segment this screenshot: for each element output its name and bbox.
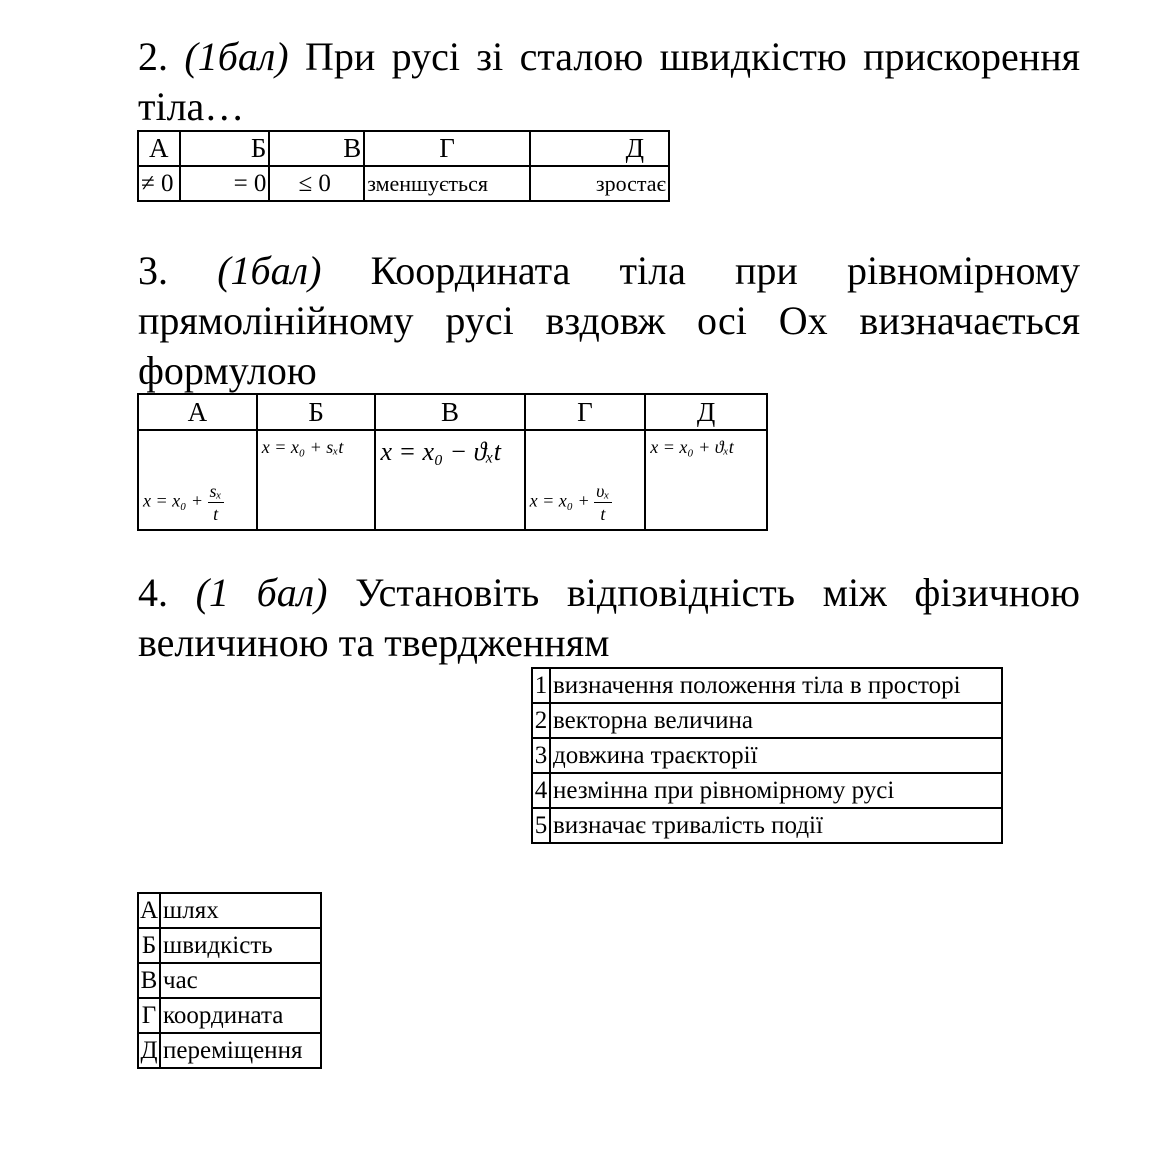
table-row: [138, 893, 321, 928]
formula-header: А: [138, 394, 257, 430]
statement-number: 5: [532, 808, 550, 843]
quantity-text: координата: [160, 998, 321, 1033]
formula-header: Б: [257, 394, 376, 430]
question-3-points: (1бал): [217, 248, 322, 293]
statement-number: 2: [532, 703, 550, 738]
answer-option-a: ≠ 0: [138, 166, 180, 201]
question-4-number: 4.: [138, 570, 168, 615]
answer-header: Б: [180, 131, 270, 166]
formula-a-denominator: t: [213, 504, 219, 524]
question-3-text: Координата тіла при рівномірному прямолінійному русі вздовж осі Ох визначається формулою: [138, 248, 1081, 393]
answer-header: Д: [530, 131, 669, 166]
table-row: [138, 1033, 321, 1068]
question-2-text: При русі зі сталою швидкістю прискорення тіла…: [138, 34, 1081, 129]
formula-option-c: x = x₀ − ϑₓt: [375, 430, 524, 530]
answer-option-c: ≤ 0: [269, 166, 364, 201]
statements-table: [531, 667, 1003, 844]
answer-header: Г: [364, 131, 530, 166]
statement-text: незмінна при рівномірному русі: [550, 773, 1002, 808]
quantity-text: швидкість: [160, 928, 321, 963]
formula-option-e: x = x₀ + ϑₓt: [645, 430, 767, 530]
quantity-text: час: [160, 963, 321, 998]
table-row: [532, 773, 1002, 808]
quantity-text: шлях: [160, 893, 321, 928]
formula-a-fraction: [208, 480, 224, 525]
question-4: [138, 568, 1080, 668]
statement-text: довжина траєкторії: [550, 738, 1002, 773]
quantities-table: [137, 892, 322, 1069]
quantity-text: переміщення: [160, 1033, 321, 1068]
formula-d-lhs: x = x₀ +: [529, 490, 590, 511]
question-3: [138, 246, 1080, 396]
table-row: [138, 998, 321, 1033]
question-2-answer-table: [137, 130, 670, 202]
quantity-letter: В: [138, 963, 160, 998]
statement-text: визначення положення тіла в просторі: [550, 668, 1002, 703]
answer-header: А: [138, 131, 180, 166]
formula-header: В: [375, 394, 524, 430]
question-3-formula-table: [137, 393, 768, 531]
question-4-text: Установіть відповідність між фізичною величиною та твердженням: [138, 570, 1081, 665]
quantity-letter: Б: [138, 928, 160, 963]
question-3-number: 3.: [138, 248, 168, 293]
formula-a-numerator: sₓ: [209, 481, 222, 501]
quantity-letter: А: [138, 893, 160, 928]
question-2-number: 2.: [138, 34, 168, 79]
answer-option-e: зростає: [530, 166, 669, 201]
statement-number: 4: [532, 773, 550, 808]
answer-option-d: зменшується: [364, 166, 530, 201]
table-row: [138, 963, 321, 998]
quantity-letter: Г: [138, 998, 160, 1033]
table-row: [138, 928, 321, 963]
quantity-letter: Д: [138, 1033, 160, 1068]
answer-header: В: [269, 131, 364, 166]
table-row: [532, 668, 1002, 703]
statement-number: 3: [532, 738, 550, 773]
statement-number: 1: [532, 668, 550, 703]
formula-d-denominator: t: [600, 504, 606, 524]
formula-header: Г: [525, 394, 646, 430]
formula-a-lhs: x = x₀ +: [143, 490, 204, 511]
formula-d-fraction: [594, 480, 611, 525]
formula-option-d: [525, 430, 646, 530]
table-row: [532, 738, 1002, 773]
formula-option-a: [138, 430, 257, 530]
answer-option-b: = 0: [180, 166, 270, 201]
statement-text: векторна величина: [550, 703, 1002, 738]
formula-option-b: x = x₀ + sₓt: [257, 430, 376, 530]
formula-d-numerator: υₓ: [596, 481, 610, 501]
statement-text: визначає тривалість події: [550, 808, 1002, 843]
question-2: [138, 32, 1080, 132]
question-2-points: (1бал): [184, 34, 289, 79]
table-row: [532, 703, 1002, 738]
formula-header: Д: [645, 394, 767, 430]
table-row: [532, 808, 1002, 843]
question-4-points: (1 бал): [195, 570, 328, 615]
